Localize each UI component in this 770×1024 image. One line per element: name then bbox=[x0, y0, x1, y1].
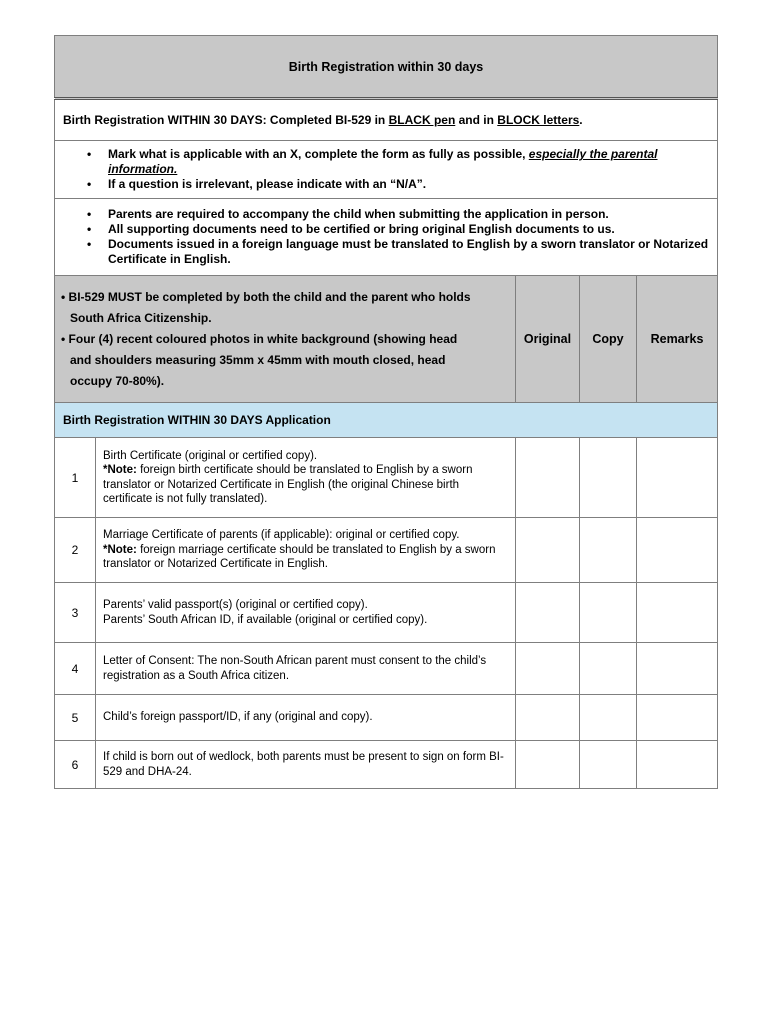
copy-checkbox-cell[interactable] bbox=[580, 438, 637, 518]
copy-checkbox-cell[interactable] bbox=[580, 741, 637, 789]
instruction-na: • If a question is irrelevant, please indicate with an “N/A”. bbox=[108, 177, 717, 192]
column-header-original: Original bbox=[516, 276, 580, 403]
remarks-cell[interactable] bbox=[637, 695, 718, 741]
instruction-mark-x-text: Mark what is applicable with an X, complete the form as fully as possible, bbox=[108, 147, 529, 161]
row-description bbox=[96, 438, 516, 518]
instruction-mark-x bbox=[108, 147, 717, 177]
instruction-mark-x-emphasis: especially the parental information. bbox=[108, 147, 658, 176]
row-number: 5 bbox=[55, 695, 96, 741]
checklist-row-2 bbox=[55, 518, 718, 583]
row-description: Letter of Consent: The non-South African parent must consent to the child’s registration as a South Africa citizen. bbox=[96, 643, 516, 695]
requirement-line-4: and shoulders measuring 35mm x 45mm with mouth closed, head bbox=[70, 352, 446, 367]
copy-checkbox-cell[interactable] bbox=[580, 695, 637, 741]
requirement-line-5: occupy 70-80%). bbox=[70, 373, 165, 388]
original-checkbox-cell[interactable] bbox=[516, 643, 580, 695]
row-number: 4 bbox=[55, 643, 96, 695]
note-label: *Note: bbox=[103, 464, 137, 476]
column-header-copy: Copy bbox=[580, 276, 637, 403]
column-header-remarks: Remarks bbox=[637, 276, 718, 403]
row-description: Child’s foreign passport/ID, if any (original and copy). bbox=[96, 695, 516, 741]
note-text: foreign birth certificate should be translated to English by a sworn translator or Notarized Certificate in English (the original Chinese birth certificate is not fully translated). bbox=[103, 464, 473, 505]
requirement-line-1: • BI-529 MUST be completed by both the child and the parent who holds bbox=[61, 289, 471, 304]
remarks-cell[interactable] bbox=[637, 643, 718, 695]
remarks-cell[interactable] bbox=[637, 741, 718, 789]
requirements-block bbox=[55, 276, 516, 403]
checklist-row-5 bbox=[55, 695, 718, 741]
requirement-line-2: South Africa Citizenship. bbox=[70, 310, 212, 325]
requirement-line-3: • Four (4) recent coloured photos in white background (showing head bbox=[61, 331, 458, 346]
checklist-row-6 bbox=[55, 741, 718, 789]
subtitle-black-pen: BLACK pen bbox=[388, 113, 456, 127]
subtitle-prefix: Birth Registration WITHIN 30 DAYS: Completed BI-529 in bbox=[63, 113, 389, 127]
original-checkbox-cell[interactable] bbox=[516, 695, 580, 741]
subtitle-suffix: . bbox=[579, 113, 583, 127]
remarks-cell[interactable] bbox=[637, 583, 718, 643]
section-title: Birth Registration WITHIN 30 DAYS Application bbox=[55, 403, 718, 438]
row-text: Birth Certificate (original or certified copy). bbox=[103, 449, 318, 462]
row-text: Marriage Certificate of parents (if applicable): original or certified copy. bbox=[103, 529, 460, 542]
note-text: foreign marriage certificate should be translated to English by a sworn translator or Notarized Certificate in English. bbox=[103, 543, 496, 571]
note-label: *Note: bbox=[103, 543, 137, 556]
copy-checkbox-cell[interactable] bbox=[580, 643, 637, 695]
row-number: 3 bbox=[55, 583, 96, 643]
row-number: 2 bbox=[55, 518, 96, 583]
instruction-parents-accompany: • Parents are required to accompany the child when submitting the application in person. bbox=[108, 207, 717, 222]
instruction-certified-documents: • All supporting documents need to be certified or bring original English documents to us. bbox=[108, 222, 717, 237]
remarks-cell[interactable] bbox=[637, 518, 718, 583]
instructions-submission bbox=[55, 199, 718, 276]
instructions-marking bbox=[55, 141, 718, 199]
original-checkbox-cell[interactable] bbox=[516, 583, 580, 643]
copy-checkbox-cell[interactable] bbox=[580, 518, 637, 583]
row-description bbox=[96, 583, 516, 643]
subtitle-block-letters: BLOCK letters bbox=[497, 113, 580, 127]
remarks-cell[interactable] bbox=[637, 438, 718, 518]
form-subtitle bbox=[55, 99, 718, 141]
checklist-row-1 bbox=[55, 438, 718, 518]
copy-checkbox-cell[interactable] bbox=[580, 583, 637, 643]
subtitle-middle: and in bbox=[455, 113, 498, 127]
original-checkbox-cell[interactable] bbox=[516, 518, 580, 583]
row-text: Parents’ valid passport(s) (original or certified copy). bbox=[103, 599, 368, 611]
original-checkbox-cell[interactable] bbox=[516, 438, 580, 518]
checklist-row-4 bbox=[55, 643, 718, 695]
row-description: If child is born out of wedlock, both parents must be present to sign on form BI-529 and DHA-24. bbox=[96, 741, 516, 789]
form-title: Birth Registration within 30 days bbox=[55, 36, 718, 99]
row-number: 6 bbox=[55, 741, 96, 789]
row-description bbox=[96, 518, 516, 583]
row-number: 1 bbox=[55, 438, 96, 518]
checklist-row-3 bbox=[55, 583, 718, 643]
birth-registration-checklist bbox=[54, 35, 718, 789]
instruction-translation: • Documents issued in a foreign language must be translated to English by a sworn translator or Notarized Certificate in English. bbox=[108, 237, 717, 267]
row-text-2: Parents’ South African ID, if available (original or certified copy). bbox=[103, 613, 428, 626]
original-checkbox-cell[interactable] bbox=[516, 741, 580, 789]
